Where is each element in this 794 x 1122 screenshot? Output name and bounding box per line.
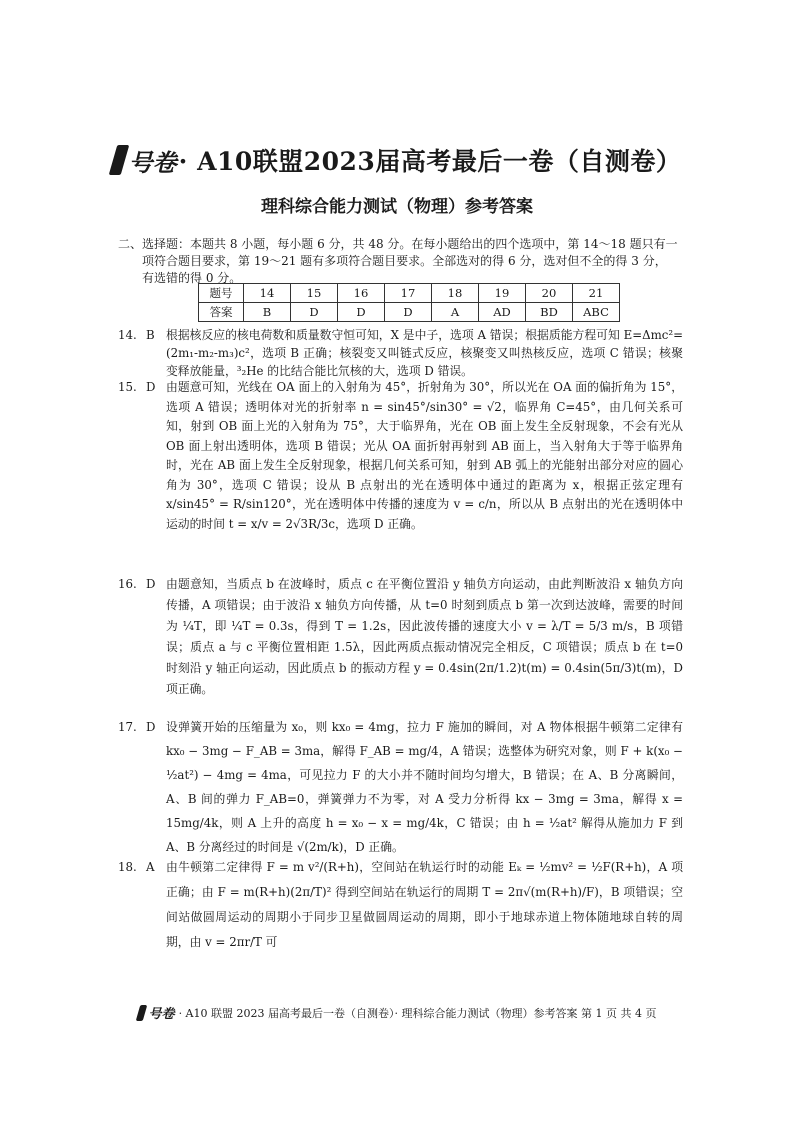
answer-table bbox=[198, 283, 620, 322]
answer-cell: BD bbox=[526, 303, 573, 322]
question-answer: D bbox=[146, 380, 156, 394]
page-subtitle: 理科综合能力测试（物理）参考答案 bbox=[261, 197, 533, 217]
answer-cell: ABC bbox=[573, 303, 620, 322]
question-number-cell: 20 bbox=[526, 284, 573, 303]
question-number-cell: 19 bbox=[479, 284, 526, 303]
answer-table-row-numbers bbox=[199, 284, 620, 303]
footer-text: · A10 联盟 2023 届高考最后一卷（自测卷）· 理科综合能力测试（物理）参考答案 第 1 页 共 4 页 bbox=[178, 1006, 657, 1020]
explanation-text: 根据核反应的核电荷数和质量数守恒可知，X 是中子，选项 A 错误；根据质能方程可知 E=Δmc²=(2m₁-m₂-m₃)c²，选项 B 正确；核裂变又叫链式反应，核聚变又叫热核反应，选项 C 错误；核聚变释放能量，³₂He 的比结合能比氘核的大，选项 D 错误。 bbox=[166, 328, 683, 378]
question-number: 16. bbox=[118, 577, 137, 591]
answer-table-row-answers bbox=[199, 303, 620, 322]
answer-cell: D bbox=[385, 303, 432, 322]
footer-brand-text: 号卷 bbox=[148, 1007, 175, 1022]
answer-cell: A bbox=[432, 303, 479, 322]
question-number-cell: 21 bbox=[573, 284, 620, 303]
question-14-explanation bbox=[118, 326, 683, 380]
footer-brand-mark-icon bbox=[135, 1005, 147, 1021]
question-number: 14. bbox=[118, 328, 137, 342]
question-number-cell: 16 bbox=[338, 284, 385, 303]
question-answer: D bbox=[146, 577, 156, 591]
question-number-cell: 17 bbox=[385, 284, 432, 303]
section-number: 二、 bbox=[118, 237, 143, 251]
page-footer bbox=[0, 1003, 794, 1024]
section-intro bbox=[118, 236, 678, 287]
explanation-text: 设弹簧开始的压缩量为 x₀，则 kx₀ = 4mg，拉力 F 施加的瞬间，对 A 物体根据牛顿第二定律有 kx₀ − 3mg − F_AB = 3ma，解得 F_AB = mg/4，A 错误；选整体为研究对象，则 F + k(x₀ − ½at²) − 4mg = 4ma，可见拉力 F 的大小并不随时间均匀增大，B 错误；在 A、B 分离瞬间，A、B 间的弹力 F_AB=0，弹簧弹力不为零，对 A 受力分析得 kx − 3mg = 3ma，解得 x = 15mg/4k，则 A 上升的高度 h = x₀ − x = mg/4k，C 错误；由 h = ½at² 解得从施加力 F 到 A、B 分离经过的时间是 √(2m/k)，D 正确。 bbox=[166, 720, 683, 854]
question-answer: A bbox=[146, 860, 155, 874]
question-number: 15. bbox=[118, 380, 137, 394]
explanation-text: 由牛顿第二定律得 F = m v²/(R+h)，空间站在轨运行时的动能 Eₖ = ½mv² = ½F(R+h)，A 项正确；由 F = m(R+h)(2π/T)² 得到空间站在轨运行的周期 T = 2π√(m(R+h)/F)，B 项错误；空间站做圆周运动的周期小于同步卫星做圆周运动的周期，即小于地球赤道上物体随地球自转的周期，由 v = 2πr/T 可 bbox=[166, 860, 683, 949]
explanation-text: 由题意知，当质点 b 在波峰时，质点 c 在平衡位置沿 y 轴负方向运动，由此判断波沿 x 轴负方向传播，A 项错误；由于波沿 x 轴负方向传播，从 t=0 时刻到质点 b 第一次到达波峰，需要的时间为 ¼T，即 ¼T = 0.3s，得到 T = 1.2s，因此波传播的速度大小 v = λ/T = 5/3 m/s，B 项错误；质点 a 与 c 平衡位置相距 1.5λ，因此两质点振动情况完全相反，C 项错误；质点 b 在 t=0 时刻沿 y 轴正向运动，因此质点 b 的振动方程 y = 0.4sin(2π/1.2)t(m) = 0.4sin(5π/3)t(m)，D 项正确。 bbox=[166, 577, 683, 696]
question-18-explanation bbox=[118, 855, 683, 955]
brand-logo-text: 号卷 bbox=[128, 147, 177, 177]
question-16-explanation bbox=[118, 574, 683, 700]
question-number-cell: 15 bbox=[291, 284, 338, 303]
row-label-answers: 答案 bbox=[199, 303, 244, 322]
footer-line bbox=[138, 1003, 657, 1022]
answer-cell: AD bbox=[479, 303, 526, 322]
question-number: 18. bbox=[118, 860, 137, 874]
question-number-cell: 14 bbox=[244, 284, 291, 303]
question-number: 17. bbox=[118, 720, 137, 734]
brand-mark-icon bbox=[108, 145, 129, 175]
question-answer: D bbox=[146, 720, 156, 734]
answer-cell: B bbox=[244, 303, 291, 322]
question-15-explanation bbox=[118, 378, 683, 534]
explanation-text: 由题意可知，光线在 OA 面上的入射角为 45°，折射角为 30°，所以光在 OA 面的偏折角为 15°，选项 A 错误；透明体对光的折射率 n = sin45°/sin30° = √2，临界角 C=45°，由几何关系可知，射到 OB 面上光的入射角为 75°，大于临界角，光在 OB 面上发生全反射现象，不会有光从 OB 面上射出透明体，选项 B 错误；光从 OA 面折射再射到 AB 面上，当入射角大于等于临界角时，光在 AB 面上发生全反射现象，根据几何关系可知，射到 AB 弧上的光能射出部分对应的圆心角为 30°，选项 C 错误；设从 B 点射出的光在透明体中通过的距离为 x，根据正弦定理有 x/sin45° = R/sin120°，光在透明体中传播的速度为 v = c/n，所以从 B 点射出的光在透明体中运动的时间 t = x/v = 2√3R/3c，选项 D 正确。 bbox=[166, 380, 683, 531]
question-17-explanation bbox=[118, 715, 683, 859]
answer-cell: D bbox=[291, 303, 338, 322]
title-line bbox=[0, 142, 794, 178]
page-header bbox=[0, 142, 794, 217]
brand-logo bbox=[113, 143, 177, 178]
page-title: · A10联盟2023届高考最后一卷（自测卷） bbox=[178, 147, 682, 176]
row-label-numbers: 题号 bbox=[199, 284, 244, 303]
question-answer: B bbox=[146, 328, 155, 342]
answer-cell: D bbox=[338, 303, 385, 322]
section-instructions: 选择题：本题共 8 小题，每小题 6 分，共 48 分。在每小题给出的四个选项中，第 14～18 题只有一项符合题目要求，第 19～21 题有多项符合题目要求。全部选对的得 6 分，选对但不全的得 3 分，有选错的得 0 分。 bbox=[142, 237, 678, 285]
question-number-cell: 18 bbox=[432, 284, 479, 303]
